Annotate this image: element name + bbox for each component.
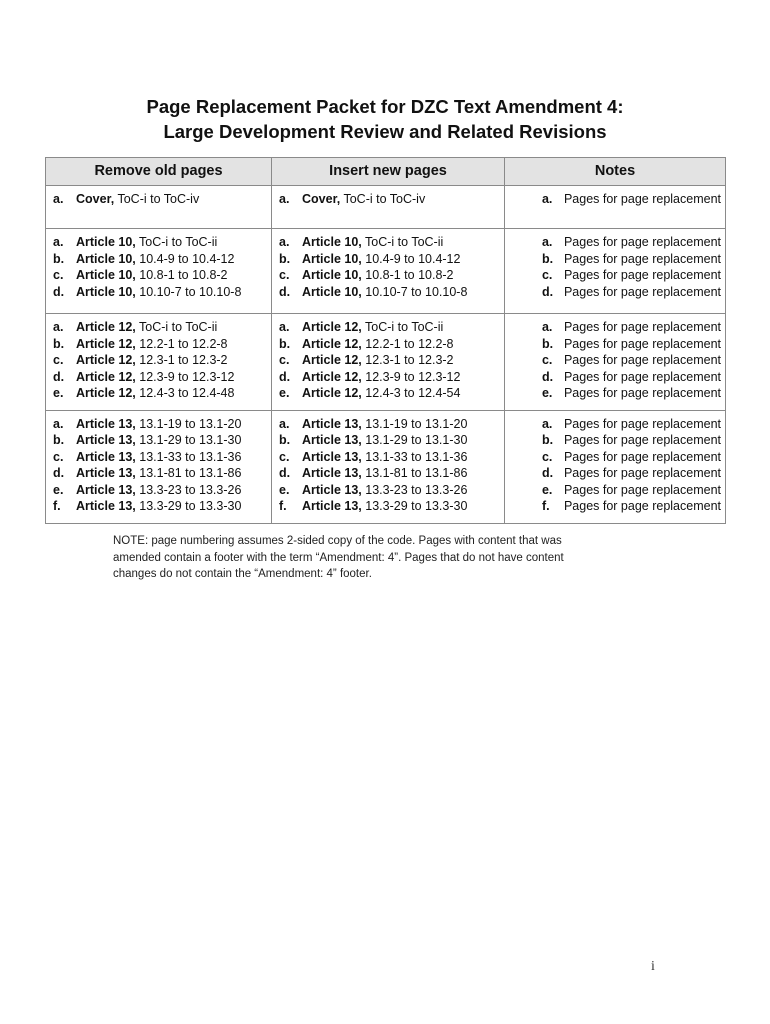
table-body [46, 186, 726, 524]
item-letter: a. [53, 320, 64, 334]
list-item [279, 251, 500, 268]
list-item [279, 465, 500, 482]
item-article: Article 13, [302, 482, 362, 497]
note-text: Pages for page replacement [563, 416, 721, 431]
item-article: Article 12, [302, 369, 362, 384]
note-letter: d. [541, 284, 554, 299]
note-item [512, 267, 721, 284]
note-text: Pages for page replacement [563, 449, 721, 464]
item-page-range: ToC-i to ToC-iv [343, 192, 426, 206]
group-row-article-13 [46, 410, 726, 523]
item-article: Article 12, [76, 353, 136, 367]
notes-cell [505, 229, 726, 314]
list-item [279, 432, 500, 449]
note-letter: b. [541, 336, 554, 351]
note-letter: d. [541, 369, 554, 384]
item-article: Article 12, [302, 353, 362, 367]
item-page-range: 12.3-9 to 12.3-12 [139, 369, 235, 384]
remove-pages-cell [46, 186, 272, 229]
note-letter: b. [541, 433, 554, 447]
item-page-range: 10.8-1 to 10.8-2 [365, 268, 454, 282]
list-item [53, 352, 267, 369]
item-article: Article 12, [76, 320, 136, 334]
note-item [512, 319, 721, 336]
item-page-range: 13.3-23 to 13.3-26 [139, 482, 242, 497]
item-page-range: 13.1-19 to 13.1-20 [139, 416, 242, 431]
note-letter: f. [541, 499, 550, 513]
item-article: Article 13, [76, 499, 136, 513]
item-page-range: 13.1-29 to 13.1-30 [365, 433, 468, 447]
item-letter: d. [53, 369, 65, 384]
note-letter: a. [541, 416, 553, 431]
item-letter: a. [279, 320, 290, 334]
list-item [53, 336, 267, 353]
list-item [53, 267, 267, 284]
item-article: Article 12, [302, 386, 362, 400]
footnote-line-2: amended contain a footer with the term “Amendment: 4”. Pages that do not have content [113, 551, 564, 564]
item-page-range: 10.10-7 to 10.10-8 [139, 284, 242, 299]
note-item [512, 336, 721, 353]
list-item [53, 449, 267, 466]
list-item [279, 336, 500, 353]
item-page-range: ToC-i to ToC-ii [365, 320, 444, 334]
title-line-2: Large Development Review and Related Revisions [163, 121, 607, 142]
item-letter: c. [279, 353, 290, 367]
item-letter: a. [279, 192, 290, 206]
item-article: Article 13, [76, 433, 136, 447]
list-item [279, 352, 500, 369]
footnote-line-1: NOTE: page numbering assumes 2-sided copy of the code. Pages with content that was [113, 535, 562, 547]
note-letter: a. [541, 320, 553, 334]
note-item [512, 432, 721, 449]
list-item [279, 482, 500, 499]
page-number: i [651, 959, 655, 974]
note-item [512, 234, 721, 251]
item-article: Article 13, [302, 416, 362, 431]
note-text: Pages for page replacement [563, 499, 721, 513]
notes-cell [505, 186, 726, 229]
item-article: Article 13, [76, 449, 136, 464]
item-article: Article 10, [76, 268, 136, 282]
note-letter: e. [541, 482, 553, 497]
note-text: Pages for page replacement [563, 482, 721, 497]
group-row-article-10 [46, 229, 726, 314]
item-article: Article 10, [302, 284, 362, 299]
item-page-range: 12.4-3 to 12.4-54 [365, 386, 461, 400]
item-article: Article 12, [302, 336, 362, 351]
list-item [53, 385, 267, 402]
note-text: Pages for page replacement [563, 320, 721, 334]
item-letter: e. [53, 482, 64, 497]
item-page-range: 10.10-7 to 10.10-8 [365, 284, 468, 299]
item-letter: b. [279, 433, 291, 447]
item-page-range: 13.1-19 to 13.1-20 [365, 416, 468, 431]
item-letter: f. [53, 499, 61, 513]
list-item [279, 234, 500, 251]
item-article: Article 13, [76, 482, 136, 497]
item-letter: e. [53, 386, 64, 400]
list-item [53, 369, 267, 386]
list-item [53, 482, 267, 499]
item-letter: a. [53, 416, 64, 431]
note-item [512, 498, 721, 515]
item-article: Article 10, [76, 284, 136, 299]
item-article: Article 13, [76, 466, 136, 480]
item-page-range: 13.3-23 to 13.3-26 [365, 482, 468, 497]
remove-pages-cell [46, 410, 272, 523]
header-insert-new-pages: Insert new pages [272, 158, 505, 186]
note-item [512, 352, 721, 369]
note-letter: c. [541, 449, 553, 464]
note-item [512, 251, 721, 268]
list-item [279, 385, 500, 402]
item-letter: e. [279, 482, 290, 497]
item-article: Article 13, [302, 433, 362, 447]
remove-pages-cell [46, 229, 272, 314]
list-item [53, 498, 267, 515]
list-item [53, 251, 267, 268]
item-article: Article 13, [76, 416, 136, 431]
item-article: Article 10, [302, 251, 362, 266]
footnote [113, 533, 633, 583]
list-item [53, 416, 267, 433]
note-text: Pages for page replacement [563, 386, 721, 400]
item-page-range: 12.3-1 to 12.3-2 [365, 353, 454, 367]
item-page-range: 12.2-1 to 12.2-8 [365, 336, 454, 351]
insert-pages-cell [272, 314, 505, 411]
item-article: Cover, [76, 192, 115, 206]
item-letter: d. [279, 369, 291, 384]
header-notes: Notes [505, 158, 726, 186]
note-item [512, 449, 721, 466]
item-page-range: 12.2-1 to 12.2-8 [139, 336, 228, 351]
list-item [279, 191, 500, 208]
note-item [512, 482, 721, 499]
item-letter: d. [53, 466, 65, 480]
item-page-range: 13.1-33 to 13.1-36 [139, 449, 242, 464]
item-letter: d. [53, 284, 65, 299]
item-page-range: 13.1-81 to 13.1-86 [139, 466, 242, 480]
list-item [279, 267, 500, 284]
item-page-range: 13.3-29 to 13.3-30 [365, 499, 468, 513]
list-item [279, 498, 500, 515]
item-letter: b. [53, 433, 65, 447]
item-letter: b. [279, 336, 291, 351]
item-letter: a. [279, 416, 290, 431]
item-letter: f. [279, 499, 287, 513]
item-page-range: 12.3-1 to 12.3-2 [139, 353, 228, 367]
list-item [53, 234, 267, 251]
document-title [0, 94, 770, 144]
item-page-range: 10.4-9 to 10.4-12 [139, 251, 235, 266]
note-item [512, 284, 721, 301]
item-letter: d. [279, 284, 291, 299]
item-page-range: ToC-i to ToC-ii [365, 235, 444, 249]
footnote-line-3: changes do not contain the “Amendment: 4” footer. [113, 568, 372, 580]
item-page-range: 10.8-1 to 10.8-2 [139, 268, 228, 282]
item-letter: e. [279, 386, 290, 400]
list-item [53, 465, 267, 482]
item-article: Article 13, [302, 449, 362, 464]
item-page-range: 13.1-33 to 13.1-36 [365, 449, 468, 464]
item-article: Cover, [302, 192, 341, 206]
item-page-range: ToC-i to ToC-ii [139, 235, 218, 249]
note-text: Pages for page replacement [563, 353, 721, 367]
note-item [512, 416, 721, 433]
list-item [53, 432, 267, 449]
list-item [53, 191, 267, 208]
item-article: Article 10, [302, 235, 362, 249]
list-item [279, 416, 500, 433]
item-letter: a. [53, 235, 64, 249]
note-text: Pages for page replacement [563, 192, 721, 206]
insert-pages-cell [272, 410, 505, 523]
note-text: Pages for page replacement [563, 284, 721, 299]
group-row-article-12 [46, 314, 726, 411]
list-item [279, 369, 500, 386]
note-letter: e. [541, 386, 553, 400]
item-letter: a. [279, 235, 290, 249]
note-item [512, 369, 721, 386]
note-text: Pages for page replacement [563, 433, 721, 447]
item-article: Article 13, [302, 466, 362, 480]
note-letter: b. [541, 251, 554, 266]
notes-cell [505, 410, 726, 523]
item-page-range: 12.4-3 to 12.4-48 [139, 386, 235, 400]
item-letter: c. [53, 353, 64, 367]
item-page-range: 12.3-9 to 12.3-12 [365, 369, 461, 384]
item-article: Article 12, [76, 386, 136, 400]
item-page-range: 13.1-81 to 13.1-86 [365, 466, 468, 480]
list-item [279, 449, 500, 466]
item-letter: a. [53, 192, 64, 206]
item-article: Article 10, [76, 235, 136, 249]
note-letter: a. [541, 192, 553, 206]
title-line-1: Page Replacement Packet for DZC Text Amendment 4: [146, 96, 624, 117]
note-text: Pages for page replacement [563, 369, 721, 384]
item-article: Article 13, [302, 499, 362, 513]
item-letter: b. [53, 336, 65, 351]
list-item [279, 284, 500, 301]
header-remove-old-pages: Remove old pages [46, 158, 272, 186]
item-letter: c. [279, 449, 290, 464]
item-letter: b. [53, 251, 65, 266]
item-page-range: 13.1-29 to 13.1-30 [139, 433, 242, 447]
note-text: Pages for page replacement [563, 235, 721, 249]
note-item [512, 465, 721, 482]
insert-pages-cell [272, 229, 505, 314]
note-text: Pages for page replacement [563, 466, 721, 480]
note-letter: a. [541, 235, 553, 249]
item-page-range: ToC-i to ToC-ii [139, 320, 218, 334]
note-text: Pages for page replacement [563, 268, 721, 282]
note-text: Pages for page replacement [563, 336, 721, 351]
insert-pages-cell [272, 186, 505, 229]
item-article: Article 10, [76, 251, 136, 266]
item-article: Article 10, [302, 268, 362, 282]
item-letter: c. [53, 449, 64, 464]
item-article: Article 12, [76, 369, 136, 384]
note-text: Pages for page replacement [563, 251, 721, 266]
list-item [53, 319, 267, 336]
item-page-range: ToC-i to ToC-iv [117, 192, 200, 206]
list-item [279, 319, 500, 336]
item-letter: c. [53, 268, 64, 282]
note-letter: d. [541, 466, 554, 480]
item-letter: d. [279, 466, 291, 480]
note-letter: c. [541, 353, 553, 367]
note-letter: c. [541, 268, 553, 282]
item-article: Article 12, [76, 336, 136, 351]
item-letter: c. [279, 268, 290, 282]
note-item [512, 385, 721, 402]
item-article: Article 12, [302, 320, 362, 334]
remove-pages-cell [46, 314, 272, 411]
note-item [512, 191, 721, 208]
table-header-row [46, 158, 726, 186]
page-replacement-table [45, 157, 726, 524]
notes-cell [505, 314, 726, 411]
list-item [53, 284, 267, 301]
item-letter: b. [279, 251, 291, 266]
group-row-cover [46, 186, 726, 229]
item-page-range: 10.4-9 to 10.4-12 [365, 251, 461, 266]
item-page-range: 13.3-29 to 13.3-30 [139, 499, 242, 513]
